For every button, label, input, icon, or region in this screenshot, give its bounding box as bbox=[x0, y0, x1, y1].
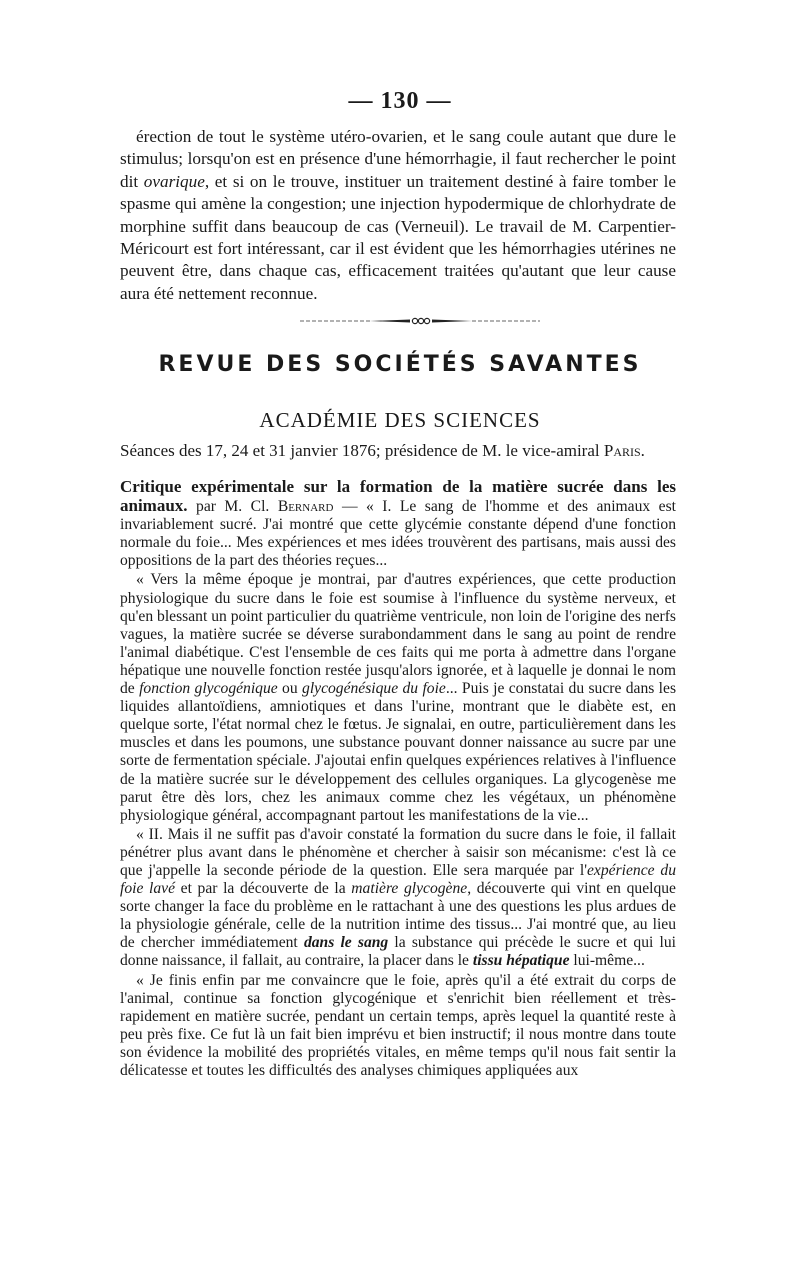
article-paragraph: « Vers la même époque je montrai, par d'autres expériences, que cette production physiologique du sucre dans le foie est soumise à l'influence du système nerveux, et qu'en blessant un point particulier du quatrième ventricule, non loin de l'origine des nerfs vagues, la matière sucrée se déverse surabondamment dans le sang au point de rendre l'animal diabétique. C'est l'ensemble de ces faits qui me porta à admettre dans l'organe hépatique une nouvelle fonction restée jusqu'alors ignorée, et à laquelle je donnai le nom de fonction glycogénique ou glycogénésique du foie... Puis je constatai du sucre dans les liquides allantoïdiens, amniotiques et dans l'urine, montrant que le diabète est, en quelque sorte, l'état normal chez le fœtus. Je signalai, en outre, particulièrement dans les muscles et dans les poumons, une substance pouvant donner naissance au sucre par une sorte de fermentation spéciale. J'ajoutai enfin quelques expériences relatives à l'influence de la matière sucrée sur le développement des cellules organiques. La glycogenèse me parut être dès lors, chez les animaux comme chez les végétaux, un phénomène physiologique général, accompagnant partout les manifestations de la vie... bbox=[120, 571, 677, 824]
session-info: Séances des 17, 24 et 31 janvier 1876; présidence de M. le vice-amiral Paris. bbox=[120, 441, 645, 460]
page-number: — 130 — bbox=[348, 88, 452, 114]
italic-term: dans le sang bbox=[303, 934, 389, 952]
intro-paragraph: érection de tout le système utéro-ovarien, et le sang coule autant que dure le stimulus; lorsqu'on est en présence d'une hémorrhagie, il faut rechercher le point dit ovarique, et si on le trouve, instituer un traitement destiné à faire tomber le spasme qui amène la congestion; une injection hypodermique de chlorhydrate de morphine suffit dans beaucoup de cas (Verneuil). Le travail de M. Carpentier-Méricourt est fort intéressant, car il est évident que les hémorrhagies utérines ne peuvent être, dans chaque cas, efficacement traitées qu'autant que leur cause aura été nettement reconnue. bbox=[120, 127, 676, 303]
article-lead: Critique expérimentale sur la formation de la matière sucrée dans les animaux. par M. Cl. Bernard — « I. Le sang de l'homme et des animaux est invariablement sucré. J'ai montré que cette glycémie constante dépend d'une fonction normale du foie... Mes expériences et mes idées trouvèrent des partisans, mais aussi des oppositions de la part des théories reçues... bbox=[120, 477, 677, 570]
author-name: Bernard bbox=[277, 498, 334, 516]
italic-term: glycogénésique du foie bbox=[302, 680, 446, 698]
president-name: Paris. bbox=[603, 441, 645, 460]
divider-ornament-icon bbox=[300, 316, 540, 326]
italic-term: fonction glycogénique bbox=[139, 680, 278, 698]
italic-term: expérience du foie lavé bbox=[120, 861, 677, 898]
article-paragraph: « Je finis enfin par me convaincre que le foie, après qu'il a été extrait du corps de l'animal, continue sa fonction glycogénique et s'enrichit bien réellement et très-rapidement en matière sucrée, pendant un certain temps, après lequel la quantité reste à peu près fixe. Ce fut là un fait bien imprévu et bien instructif; il nous montre dans toute son évidence la mobilité des propriétés vitales, en même temps qu'il nous fait sentir la délicatesse et toutes les difficultés des analyses chimiques appliquées aux bbox=[120, 971, 676, 1079]
article-paragraph: « II. Mais il ne suffit pas d'avoir constaté la formation du sucre dans le foie, il fallait pénétrer plus avant dans le phénomène et chercher à saisir son mécanisme: c'est là ce que j'appelle la seconde période de la question. Elle sera marquée par l'expérience du foie lavé et par la découverte de la matière glycogène, découverte qui vint en quelque sorte changer la face du problème en le rattachant à une des questions les plus ardues de la physiologie générale, celle de la nutrition intime des tissus... J'ai montré que, au lieu de chercher immédiatement dans le sang la substance qui précède le sucre et qui lui donne naissance, il fallait, au contraire, la placer dans le tissu hépatique lui-même... bbox=[120, 825, 677, 970]
ornamental-divider bbox=[300, 316, 540, 326]
subsection-title: ACADÉMIE DES SCIENCES bbox=[259, 408, 541, 432]
italic-term: ovarique bbox=[143, 171, 205, 191]
italic-term: tissu hépatique bbox=[472, 952, 570, 970]
article-headline: Critique expérimentale sur la formation de la matière sucrée dans les animaux. bbox=[120, 477, 676, 516]
italic-term: matière glycogène bbox=[351, 880, 468, 898]
article-body bbox=[120, 478, 676, 1081]
section-title: REVUE DES SOCIÉTÉS SAVANTES bbox=[158, 352, 642, 377]
